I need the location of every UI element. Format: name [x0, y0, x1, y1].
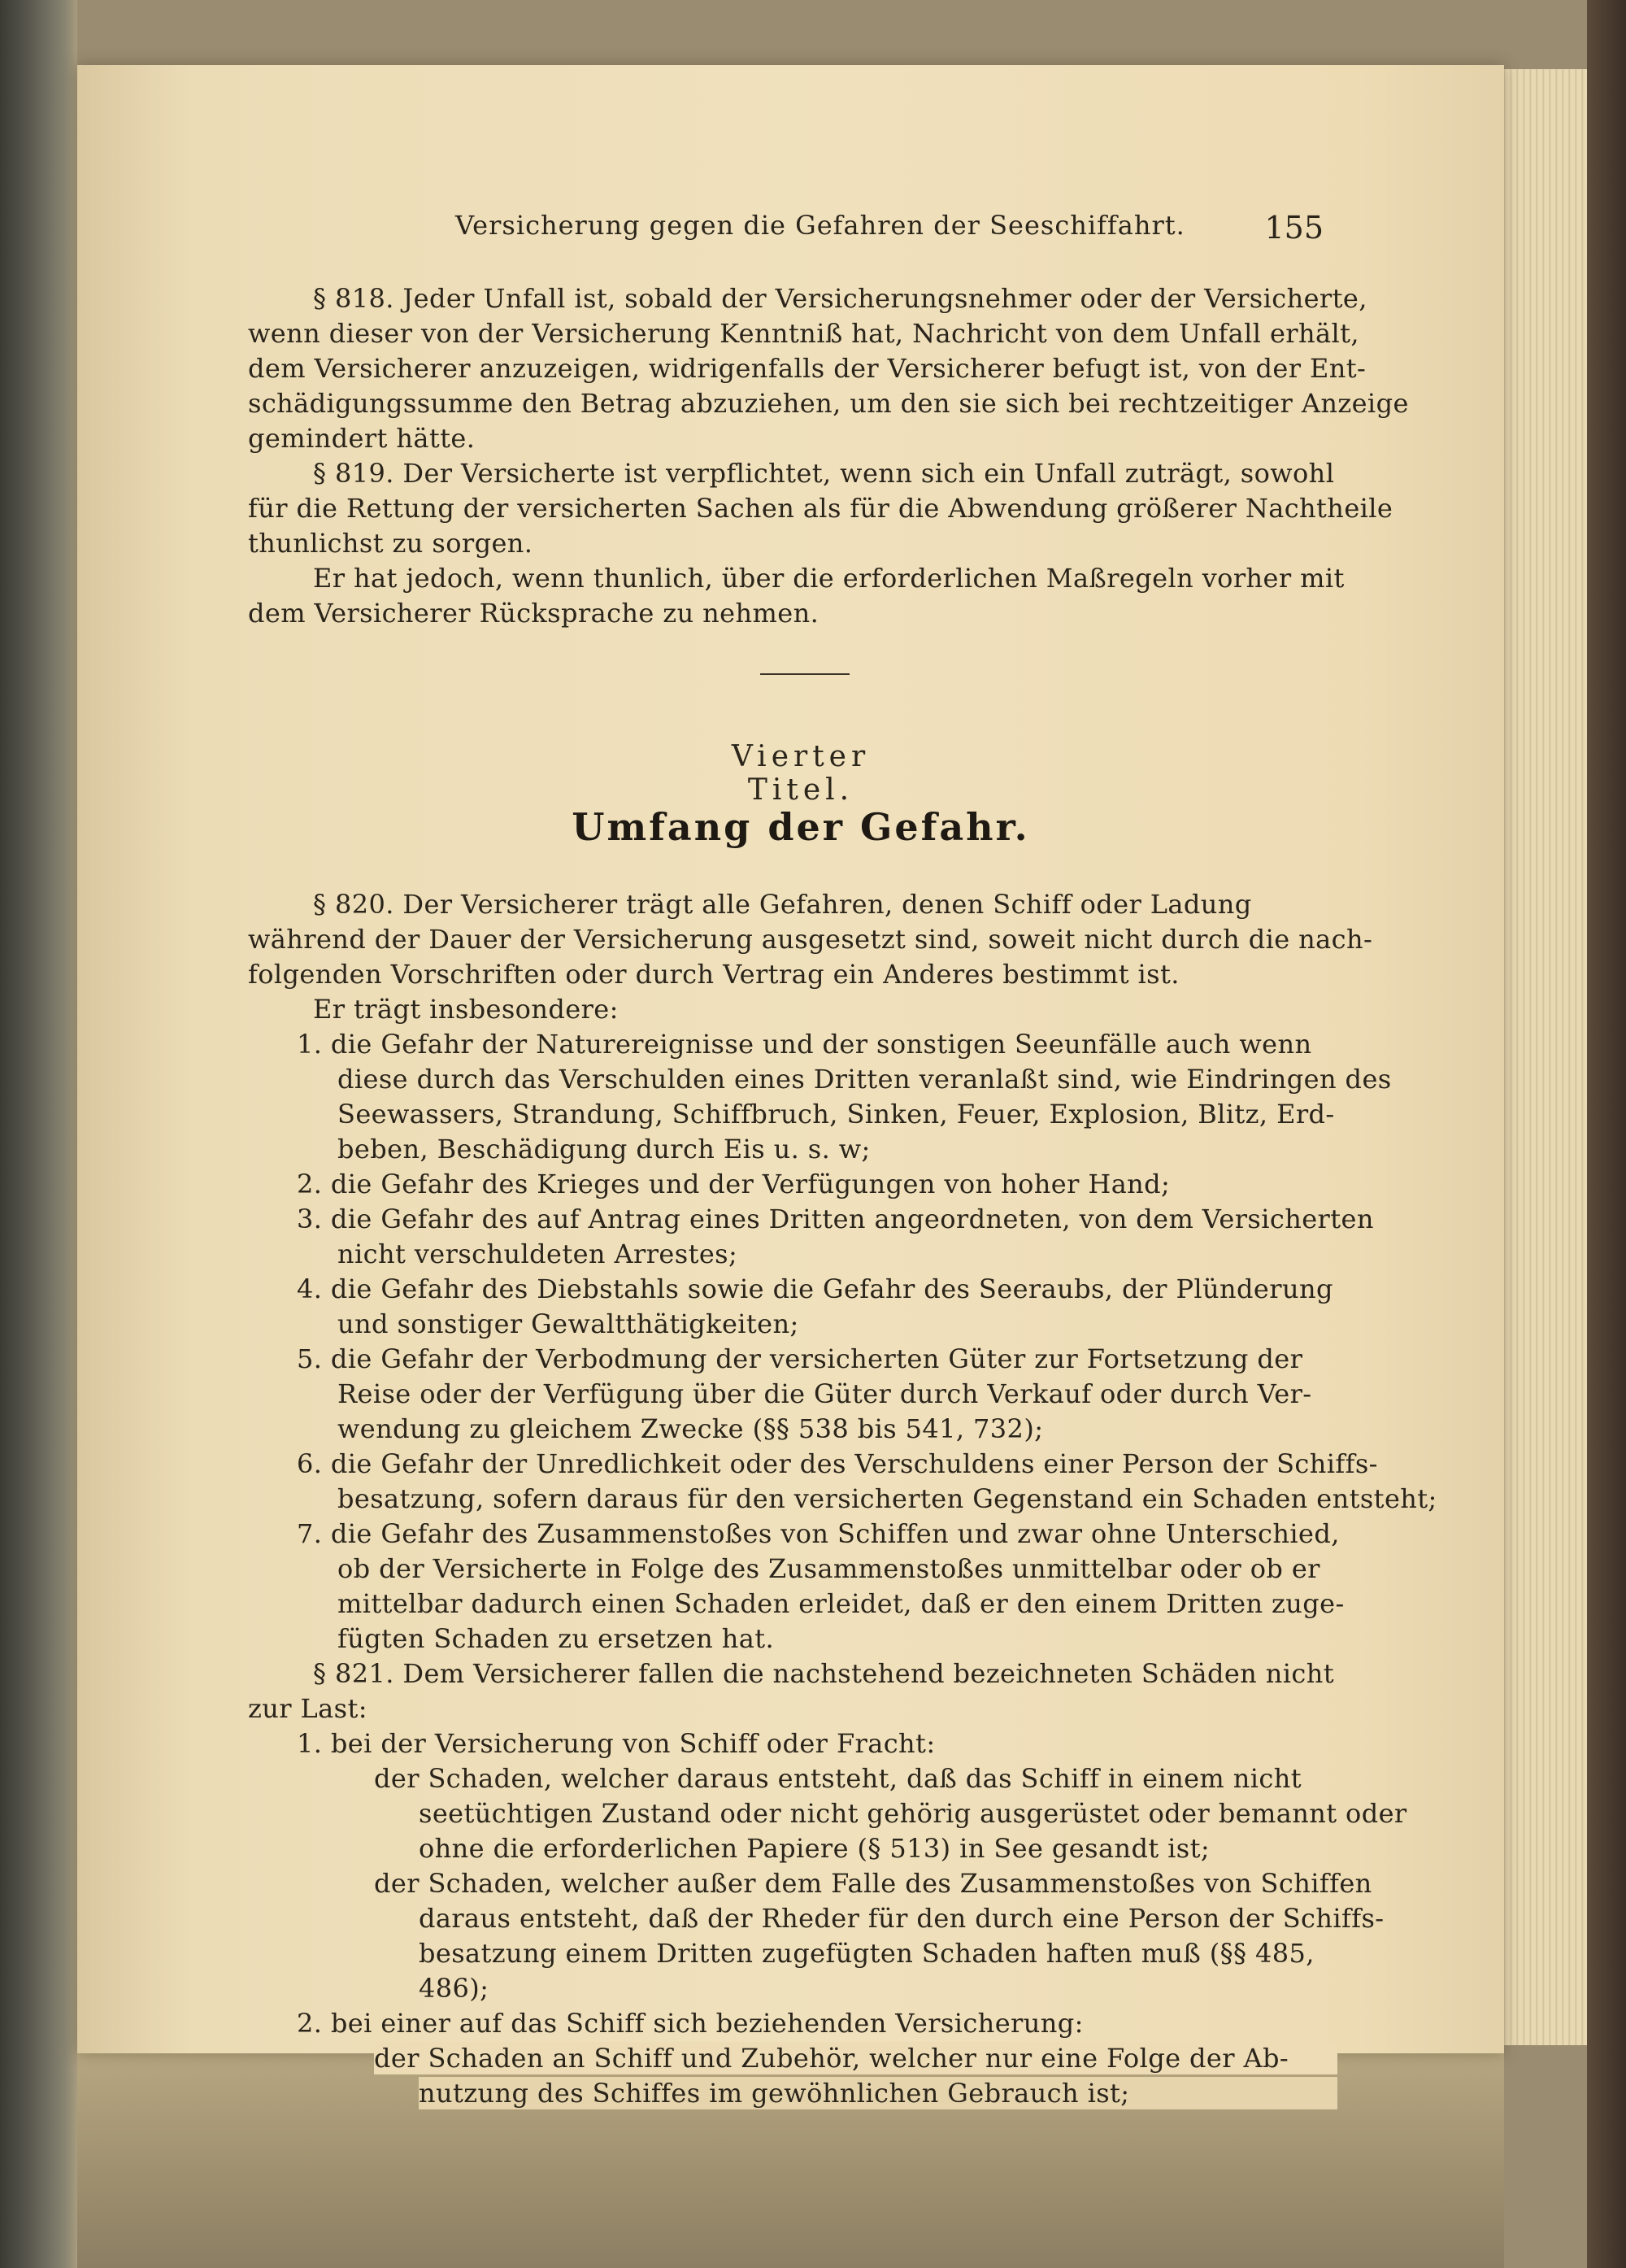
list-item-line: 2. bei einer auf das Schiff sich beziehenden Versicherung: — [297, 2008, 1084, 2039]
paragraph-line: für die Rettung der versicherten Sachen als für die Abwendung größerer Nachtheile — [248, 493, 1393, 524]
paragraph-line: dem Versicherer Rücksprache zu nehmen. — [248, 598, 820, 629]
title-heading: Umfang der Gefahr. — [572, 805, 1030, 849]
paragraph-line: Er trägt insbesondere: — [313, 994, 619, 1025]
list-item-line: wendung zu gleichem Zwecke (§§ 538 bis 541, 732); — [337, 1413, 1044, 1444]
list-item-line: Reise oder der Verfügung über die Güter durch Verkauf oder durch Ver- — [337, 1378, 1312, 1409]
paragraph-line: § 821. Dem Versicherer fallen die nachstehend bezeichneten Schäden nicht — [313, 1658, 1335, 1689]
paragraph-line: Er hat jedoch, wenn thunlich, über die erforderlichen Maßregeln vorher mit — [313, 563, 1345, 594]
paragraph-line: während der Dauer der Versicherung ausgesetzt sind, soweit nicht durch die nach- — [248, 924, 1373, 955]
paragraph-line: gemindert hätte. — [248, 423, 476, 454]
list-item-line: der Schaden, welcher daraus entsteht, daß das Schiff in einem nicht — [374, 1763, 1302, 1794]
list-item-line: mittelbar dadurch einen Schaden erleidet, daß er den einem Dritten zuge- — [337, 1588, 1345, 1619]
list-item-line: der Schaden an Schiff und Zubehör, welcher nur eine Folge der Ab- — [374, 2042, 1337, 2074]
list-item-line: beben, Beschädigung durch Eis u. s. w; — [337, 1134, 871, 1164]
list-item-line: 4. die Gefahr des Diebstahls sowie die Gefahr des Seeraubs, der Plünderung — [297, 1273, 1333, 1304]
list-item-line: nicht verschuldeten Arrestes; — [337, 1238, 738, 1269]
list-item-line: 3. die Gefahr des auf Antrag eines Dritten angeordneten, von dem Versicherten — [297, 1204, 1374, 1234]
page-number: 155 — [1264, 210, 1324, 246]
list-item-line: nutzung des Schiffes im gewöhnlichen Gebrauch ist; — [419, 2077, 1337, 2109]
list-item-line: 2. die Gefahr des Krieges und der Verfügungen von hoher Hand; — [297, 1169, 1171, 1199]
book-cover-left — [0, 0, 77, 2268]
title-subheading: Vierter Titel. — [731, 740, 871, 807]
paragraph-line: § 818. Jeder Unfall ist, sobald der Versicherungsnehmer oder der Versicherte, — [313, 283, 1367, 314]
list-item-line: besatzung einem Dritten zugefügten Schaden haften muß (§§ 485, — [419, 1938, 1315, 1969]
list-item-line: besatzung, sofern daraus für den versicherten Gegenstand ein Schaden entsteht; — [337, 1483, 1437, 1514]
section-divider — [760, 673, 850, 675]
book-cover-right — [1587, 0, 1626, 2268]
paragraph-line: dem Versicherer anzuzeigen, widrigenfalls der Versicherer befugt ist, von der Ent- — [248, 353, 1367, 384]
list-item-line: 7. die Gefahr des Zusammenstoßes von Schiffen und zwar ohne Unterschied, — [297, 1518, 1340, 1549]
list-item-line: und sonstiger Gewaltthätigkeiten; — [337, 1308, 799, 1339]
paragraph-line: wenn dieser von der Versicherung Kenntniß hat, Nachricht von dem Unfall erhält, — [248, 318, 1359, 349]
paragraph-line: folgenden Vorschriften oder durch Vertrag ein Anderes bestimmt ist. — [248, 959, 1180, 990]
paragraph-line: § 820. Der Versicherer trägt alle Gefahren, denen Schiff oder Ladung — [313, 889, 1252, 920]
list-item-line: ob der Versicherte in Folge des Zusammenstoßes unmittelbar oder ob er — [337, 1553, 1320, 1584]
list-item-line: 1. die Gefahr der Naturereignisse und der sonstigen Seeunfälle auch wenn — [297, 1029, 1312, 1060]
list-item-line: der Schaden, welcher außer dem Falle des Zusammenstoßes von Schiffen — [374, 1868, 1372, 1899]
paragraph-line: thunlichst zu sorgen. — [248, 528, 533, 559]
paragraph-line: § 819. Der Versicherte ist verpflichtet, wenn sich ein Unfall zuträgt, sowohl — [313, 458, 1335, 489]
list-item-line: 486); — [419, 1973, 489, 2004]
list-item-line: seetüchtigen Zustand oder nicht gehörig ausgerüstet oder bemannt oder — [419, 1798, 1407, 1829]
paragraph-line: zur Last: — [248, 1693, 367, 1724]
list-item-line: diese durch das Verschulden eines Dritten veranlaßt sind, wie Eindringen des — [337, 1064, 1392, 1095]
list-item-line: fügten Schaden zu ersetzen hat. — [337, 1623, 775, 1654]
list-item-line: 1. bei der Versicherung von Schiff oder Fracht: — [297, 1728, 936, 1759]
running-head: Versicherung gegen die Gefahren der Seeschiffahrt. — [455, 210, 1185, 241]
list-item-line: daraus entsteht, daß der Rheder für den durch eine Person der Schiffs- — [419, 1903, 1385, 1934]
paragraph-line: schädigungssumme den Betrag abzuziehen, um den sie sich bei rechtzeitiger Anzeige — [248, 388, 1409, 419]
list-item-line: Seewassers, Strandung, Schiffbruch, Sinken, Feuer, Explosion, Blitz, Erd- — [337, 1099, 1335, 1130]
list-item-line: 6. die Gefahr der Unredlichkeit oder des Verschuldens einer Person der Schiffs- — [297, 1448, 1378, 1479]
list-item-line: 5. die Gefahr der Verbodmung der versicherten Güter zur Fortsetzung der — [297, 1343, 1303, 1374]
list-item-line: ohne die erforderlichen Papiere (§ 513) in See gesandt ist; — [419, 1833, 1211, 1864]
